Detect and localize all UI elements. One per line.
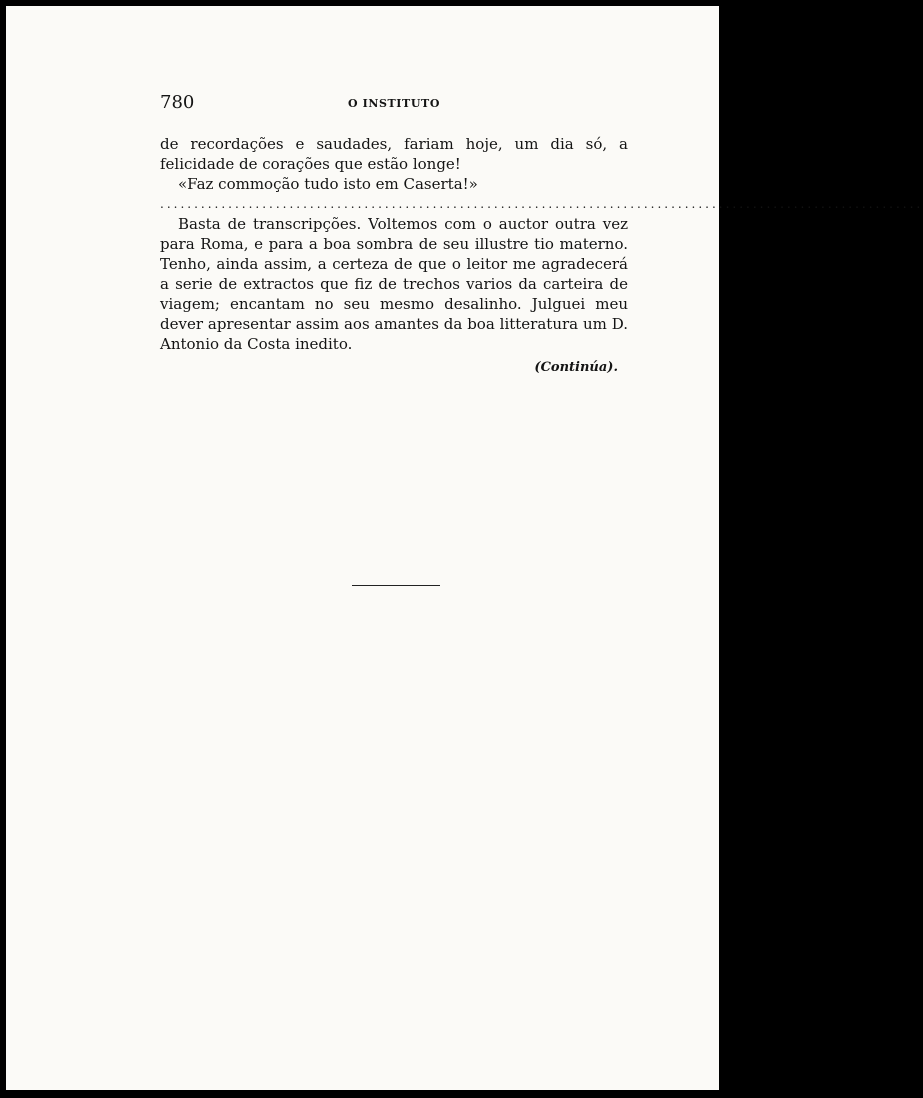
quote-line: «Faz commoção tudo isto em Caserta!» <box>178 175 478 193</box>
paragraph: de recordações e saudades, fariam hoje, um dia só, a felicidade de corações que estão longe! <box>160 135 628 173</box>
paragraph: Basta de transcripções. Voltemos com o auctor outra vez para Roma, e para a boa sombra de seu illustre tio materno. Tenho, ainda assim, a certeza de que o leitor me agradecerá a serie de extractos que fiz de trechos varios da carteira de viagem; encantam no seu mesmo desalinho. Julguei meu dever apresentar assim aos amantes da boa litteratura um D. Antonio da Costa inedito. <box>160 215 628 353</box>
ellipsis-dot-line: ................................................................................................................ <box>160 197 923 211</box>
page-header <box>160 92 628 116</box>
running-title: O INSTITUTO <box>347 97 441 110</box>
continua-note: (Continúa). <box>534 360 618 375</box>
book-page <box>6 6 923 1090</box>
page-number: 780 <box>160 92 195 113</box>
section-end-rule <box>352 585 440 586</box>
body-text <box>160 134 923 378</box>
